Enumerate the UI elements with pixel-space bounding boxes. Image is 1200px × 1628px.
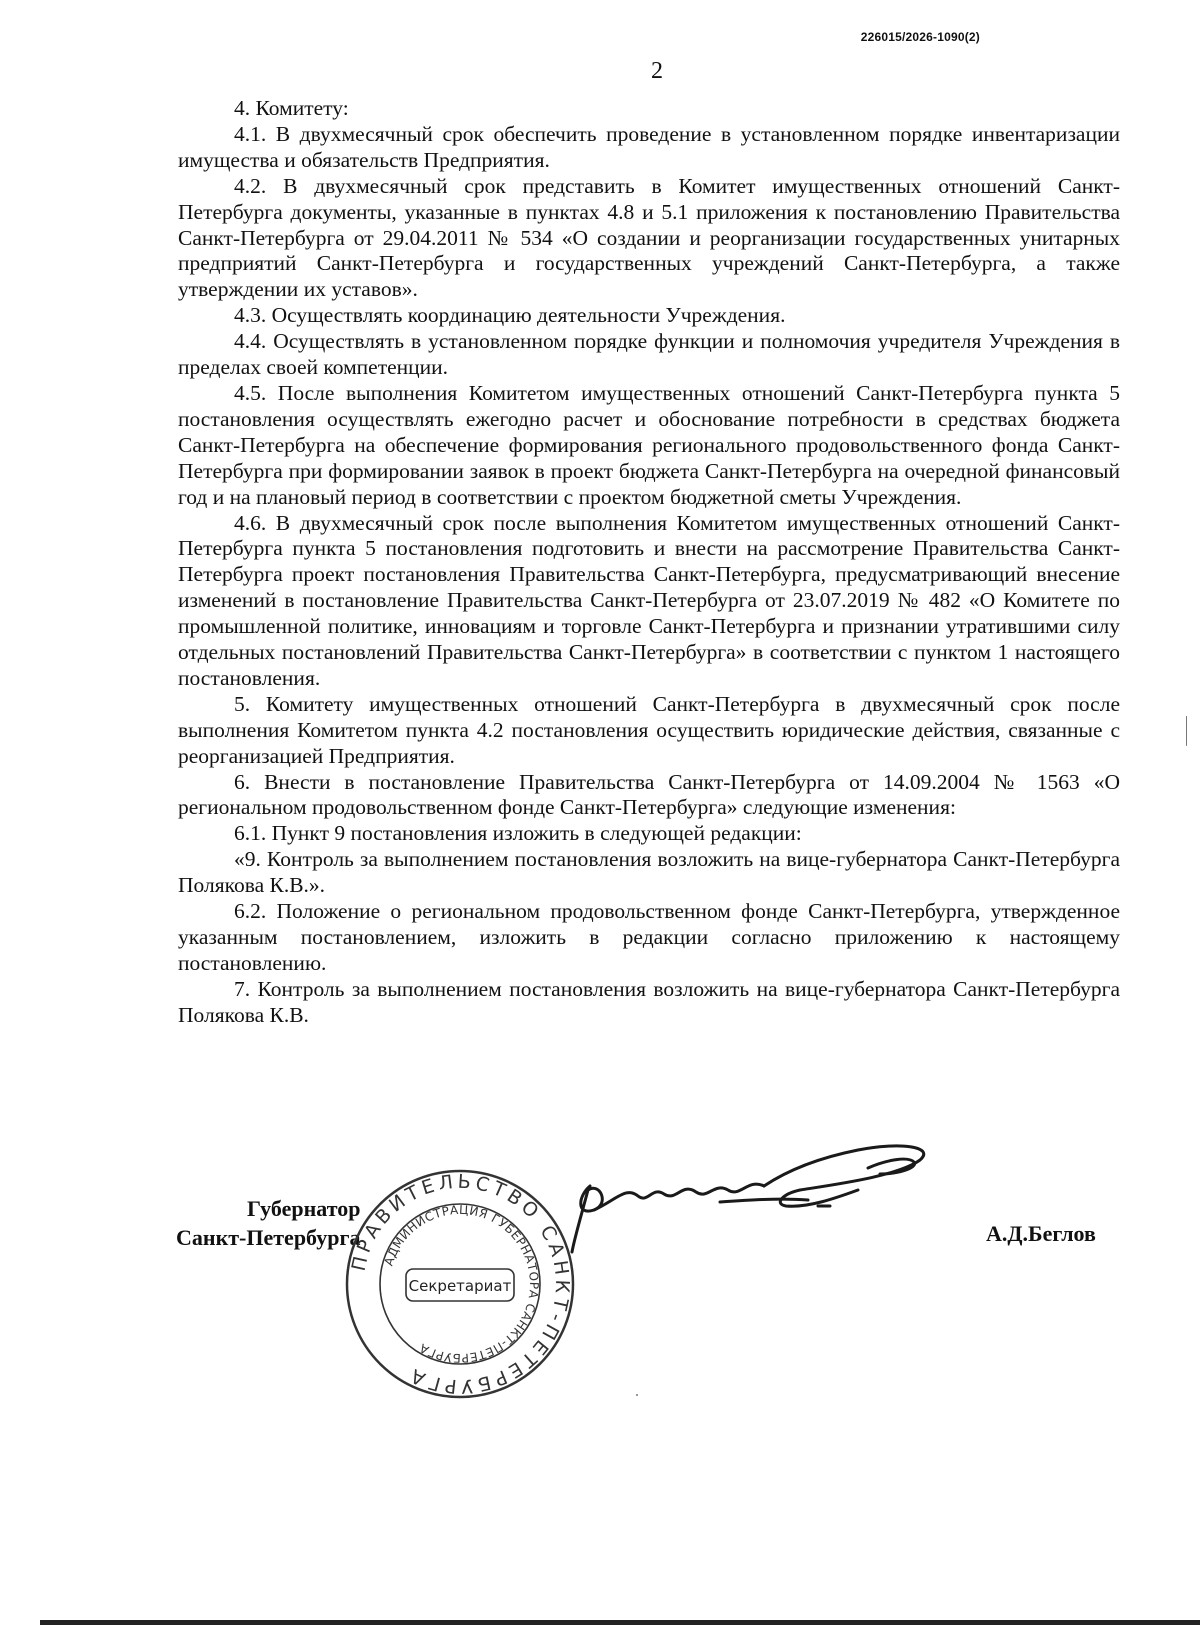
paragraph-6-2: 6.2. Положение о региональном продовольственном фонде Санкт-Петербурга, утвержденное указанным постановлением, изложить в редакции согласно приложению к настоящему постановлению.	[178, 899, 1120, 975]
document-body	[178, 96, 1120, 1029]
scan-speck	[1186, 716, 1187, 746]
scan-border-line	[40, 1620, 1200, 1625]
paragraph-4-1: 4.1. В двухмесячный срок обеспечить проведение в установленном порядке инвентаризации имущества и обязательств Предприятия.	[178, 121, 1120, 172]
paragraph-4-6: 4.6. В двухмесячный срок после выполнения Комитетом имущественных отношений Санкт-Петербурга пункта 5 постановления подготовить и внести на рассмотрение Правительства Санкт-Петербурга проект постановления Правительства Санкт-Петербурга, предусматривающий внесение изменений в постановление Правительства Санкт-Петербурга от 23.07.2019 № 482 «О Комитете по промышленной политике, инновациям и торговле Санкт-Петербурга и признании утратившими силу отдельных постановлений Правительства Санкт-Петербурга» в соответствии с пунктом 1 настоящего постановления.	[178, 510, 1120, 690]
signatory-name: А.Д.Беглов	[986, 1221, 1096, 1246]
paragraph-7: 7. Контроль за выполнением постановления возложить на вице-губернатора Санкт-Петербурга Полякова К.В.	[178, 976, 1120, 1027]
stamp-inner-text: АДМИНИСТРАЦИЯ ГУБЕРНАТОРА САНКТ-ПЕТЕРБУРГА	[381, 1202, 542, 1366]
paragraph-5: 5. Комитету имущественных отношений Санкт-Петербурга в двухмесячный срок после выполнения Комитетом пункта 4.2 постановления осуществить юридические действия, связанные с реорганизацией Предприятия.	[178, 691, 1120, 768]
document-registration-number: 226015/2026-1090(2)	[860, 30, 980, 44]
stamp-center-text: Секретариат	[408, 1277, 512, 1295]
signatory-title	[176, 1194, 360, 1252]
paragraph-6-1: 6.1. Пункт 9 постановления изложить в следующей редакции:	[234, 821, 802, 846]
paragraph-4: 4. Комитету:	[234, 96, 349, 120]
signatory-title-line2: Санкт-Петербурга	[176, 1225, 361, 1250]
paragraph-6: 6. Внести в постановление Правительства Санкт-Петербурга от 14.09.2004 № 1563 «О региональном продовольственном фонде Санкт-Петербурга» следующие изменения:	[178, 769, 1120, 820]
paragraph-4-4: 4.4. Осуществлять в установленном порядке функции и полномочия учредителя Учреждения в пределах своей компетенции.	[178, 329, 1120, 380]
stamp-outer-text: ПРАВИТЕЛЬСТВО САНКТ-ПЕТЕРБУРГА	[347, 1170, 574, 1398]
signature-block	[0, 1140, 1200, 1420]
paragraph-6-1-quote: «9. Контроль за выполнением постановления возложить на вице-губернатора Санкт-Петербурга Полякова К.В.».	[178, 847, 1120, 898]
paragraph-4-2: 4.2. В двухмесячный срок представить в Комитет имущественных отношений Санкт-Петербурга документы, указанные в пунктах 4.8 и 5.1 приложения к постановлению Правительства Санкт-Петербурга от 29.04.2011 № 534 «О создании и реорганизации государственных унитарных предприятий Санкт-Петербурга и государственных учреждений Санкт-Петербурга, а также утверждении их уставов».	[178, 173, 1120, 302]
official-stamp-seal	[340, 1164, 580, 1404]
signatory-title-line1: Губернатор	[247, 1196, 361, 1221]
handwritten-signature	[568, 1140, 948, 1260]
paragraph-4-5: 4.5. После выполнения Комитетом имущественных отношений Санкт-Петербурга пункта 5 постановления осуществлять ежегодно расчет и обоснование потребности в средствах бюджета Санкт-Петербурга на обеспечение формирования регионального продовольственного фонда Санкт-Петербурга при формировании заявок в проект бюджета Санкт-Петербурга на очередной финансовый год и на плановый период в соответствии с проектом бюджетной сметы Учреждения.	[178, 380, 1120, 509]
scan-speck	[636, 1394, 638, 1396]
page-number: 2	[651, 58, 663, 84]
paragraph-4-3: 4.3. Осуществлять координацию деятельности Учреждения.	[234, 303, 786, 328]
